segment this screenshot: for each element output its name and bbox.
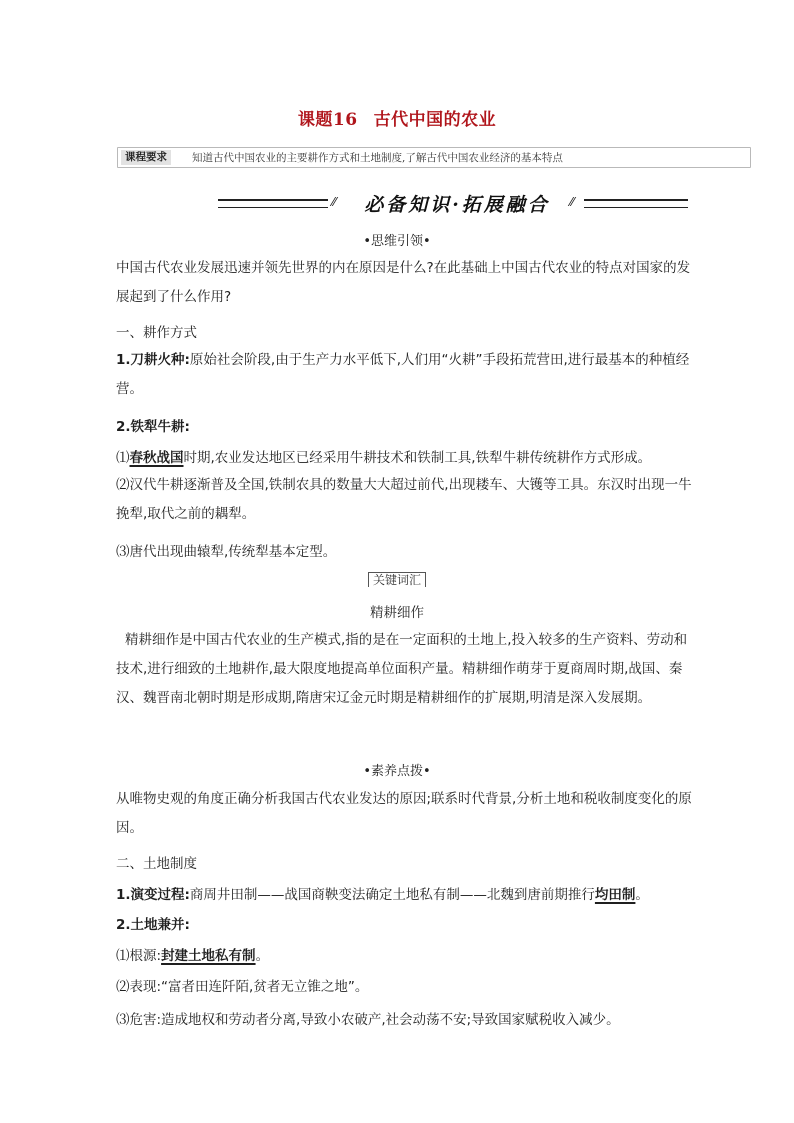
keyword-bracket-label: 关键词汇	[368, 572, 426, 587]
part2-item1-label: 1.演变过程:	[116, 887, 190, 903]
lesson-number: 课题16	[297, 110, 358, 130]
part1-sub1-emphasis: 春秋战国	[129, 450, 184, 466]
part1-item1	[116, 346, 696, 404]
lesson-title: 古代中国的农业	[373, 110, 497, 130]
part2-item1-end: 。	[635, 887, 649, 903]
part1-item2-label: 2.铁犁牛耕:	[116, 419, 190, 435]
banner-right-rule	[584, 199, 688, 208]
part2-item1	[116, 883, 649, 903]
banner-right-ornament: ⁄⁄	[570, 195, 575, 209]
thinking-question: 中国古代农业发展迅速并领先世界的内在原因是什么?在此基础上中国古代农业的特点对国家的发展起到了什么作用?	[116, 260, 691, 305]
banner-left-ornament: ⁄⁄	[332, 195, 337, 209]
part1-item1-label: 1.刀耕火种:	[116, 352, 190, 368]
banner-text: 必备知识·拓展融合	[364, 194, 550, 216]
literacy-text: 从唯物史观的角度正确分析我国古代农业发达的原因;联系时代背景,分析土地和税收制度变化的原因。	[116, 791, 692, 836]
keyword-text: 精耕细作是中国古代农业的生产模式,指的是在一定面积的土地上,投入较多的生产资料、劳动和技术,进行细致的土地耕作,最大限度地提高单位面积产量。精耕细作萌芽于夏商周时期,战国、秦汉、魏晋南北朝时期是形成期,隋唐宋辽金元时期是精耕细作的扩展期,明清是深入发展期。	[116, 632, 688, 706]
part1-item1-text: 原始社会阶段,由于生产力水平低下,人们用“火耕”手段拓荒营田,进行最基本的种植经营。	[116, 352, 690, 397]
part2-sub1-prefix: ⑴根源:	[116, 948, 162, 964]
part2-heading: 二、土地制度	[116, 856, 197, 872]
page-title	[0, 105, 794, 130]
banner-left-rule	[218, 199, 328, 208]
part2-sub1	[116, 944, 269, 964]
part1-sub2: ⑵汉代牛耕逐渐普及全国,铁制农具的数量大大超过前代,出现耧车、大镬等工具。东汉时出现一牛挽犁,取代之前的耦犁。	[116, 477, 692, 522]
part2-sub3: ⑶危害:造成地权和劳动者分离,导致小农破产,社会动荡不安;导致国家赋税收入减少。	[116, 1012, 620, 1028]
keyword-term: 精耕细作	[370, 605, 424, 621]
part1-sub1-prefix: ⑴	[116, 450, 130, 466]
requirement-tag: 课程要求	[121, 150, 171, 165]
course-requirement-box	[117, 147, 751, 168]
part1-heading: 一、耕作方式	[116, 325, 197, 341]
part2-sub2: ⑵表现:“富者田连阡陌,贫者无立锥之地”。	[116, 979, 369, 995]
part1-sub3: ⑶唐代出现曲辕犁,传统犁基本定型。	[116, 544, 337, 560]
part2-sub1-emphasis: 封建土地私有制	[161, 948, 256, 964]
part2-sub1-end: 。	[255, 948, 270, 964]
part2-item1-emphasis: 均田制	[594, 887, 636, 903]
requirement-text: 知道古代中国农业的主要耕作方式和土地制度,了解古代中国农业经济的基本特点	[192, 152, 563, 164]
thinking-label: •思维引领•	[363, 234, 431, 249]
literacy-label: •素养点拨•	[363, 764, 431, 779]
part1-sub1-rest: 时期,农业发达地区已经采用牛耕技术和铁制工具,铁犁牛耕传统耕作方式形成。	[183, 450, 652, 466]
section-banner	[218, 190, 688, 216]
part2-item2-label: 2.土地兼并:	[116, 917, 190, 933]
keyword-bracket	[0, 572, 794, 587]
part1-sub1	[116, 446, 651, 466]
part2-item1-text: 商周井田制——战国商鞅变法确定土地私有制——北魏到唐前期推行	[189, 887, 595, 903]
